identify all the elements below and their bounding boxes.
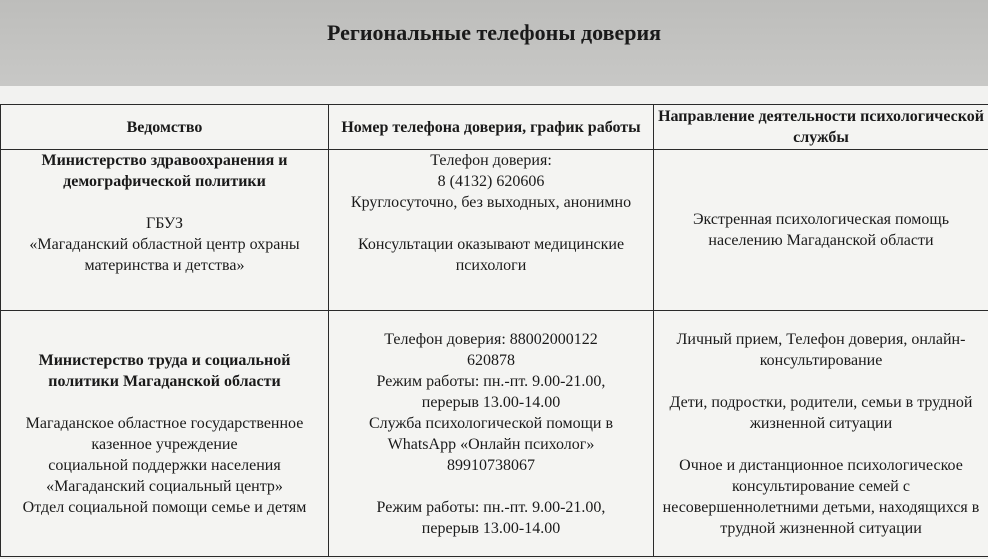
row2-audience: Дети, подростки, родители, семьи в трудной жизненной ситуации: [669, 393, 973, 432]
row2-org-line5: Отдел социальной помощи семье и детям: [22, 498, 307, 516]
row2-org-line4: «Магаданский социальный центр»: [46, 477, 283, 495]
row2-phone-line: Телефон доверия: 88002000122: [384, 330, 598, 348]
row1-phone-label: Телефон доверия:: [430, 152, 552, 169]
row1-org-full: «Магаданский областной центр охраны материнства и детства»: [29, 236, 300, 274]
row1-department: [1, 150, 329, 311]
row2-whatsapp-phone: 89910738067: [447, 456, 535, 474]
header-phone-schedule: Номер телефона доверия, график работы: [329, 105, 654, 150]
table-header-row: [1, 105, 988, 150]
row2-org-line1: Магаданское областное государственное: [25, 414, 304, 432]
row2-org-line3: социальной поддержки населения: [48, 456, 281, 474]
table-row: [1, 311, 988, 557]
table-row: [1, 150, 988, 311]
hotlines-table: [0, 104, 988, 557]
row2-services: Личный прием, Телефон доверия, онлайн-консультирование: [676, 330, 966, 369]
row1-org-short: ГБУЗ: [145, 215, 183, 232]
row1-direction: [654, 150, 988, 311]
row1-ministry: Министерство здравоохранения и демографической политики: [41, 152, 288, 190]
row2-phone-schedule: [329, 311, 654, 557]
page-title: Региональные телефоны доверия: [326, 20, 662, 45]
row1-phone-schedule: [329, 150, 654, 311]
header-department: Ведомство: [1, 105, 329, 150]
row1-direction-text: Экстренная психологическая помощь населению Магаданской области: [692, 211, 950, 249]
row2-ministry: Министерство труда и социальной политики Магаданской области: [38, 351, 291, 390]
header-direction: Направление деятельности психологической службы: [654, 105, 988, 150]
row2-phone2: 620878: [467, 351, 515, 369]
row2-whatsapp: Служба психологической помощи в WhatsApp «Онлайн психолог»: [368, 414, 614, 453]
row2-break2: перерыв 13.00-14.00: [421, 519, 561, 537]
row2-schedule1: Режим работы: пн.-пт. 9.00-21.00,: [376, 372, 606, 390]
row2-direction: [654, 311, 988, 557]
row2-schedule2: Режим работы: пн.-пт. 9.00-21.00,: [376, 498, 606, 516]
row1-consult: Консультации оказывают медицинские психологи: [357, 236, 625, 274]
row2-org-line2: казенное учреждение: [91, 435, 238, 453]
row2-counseling: Очное и дистанционное психологическое консультирование семей с несовершеннолетними детьми, находящихся в трудной жизненной ситуации: [662, 456, 980, 537]
row2-break1: перерыв 13.00-14.00: [421, 393, 561, 411]
row2-department: [1, 311, 329, 557]
row1-phone: 8 (4132) 620606: [437, 173, 545, 190]
row1-schedule: Круглосуточно, без выходных, анонимно: [350, 194, 632, 211]
